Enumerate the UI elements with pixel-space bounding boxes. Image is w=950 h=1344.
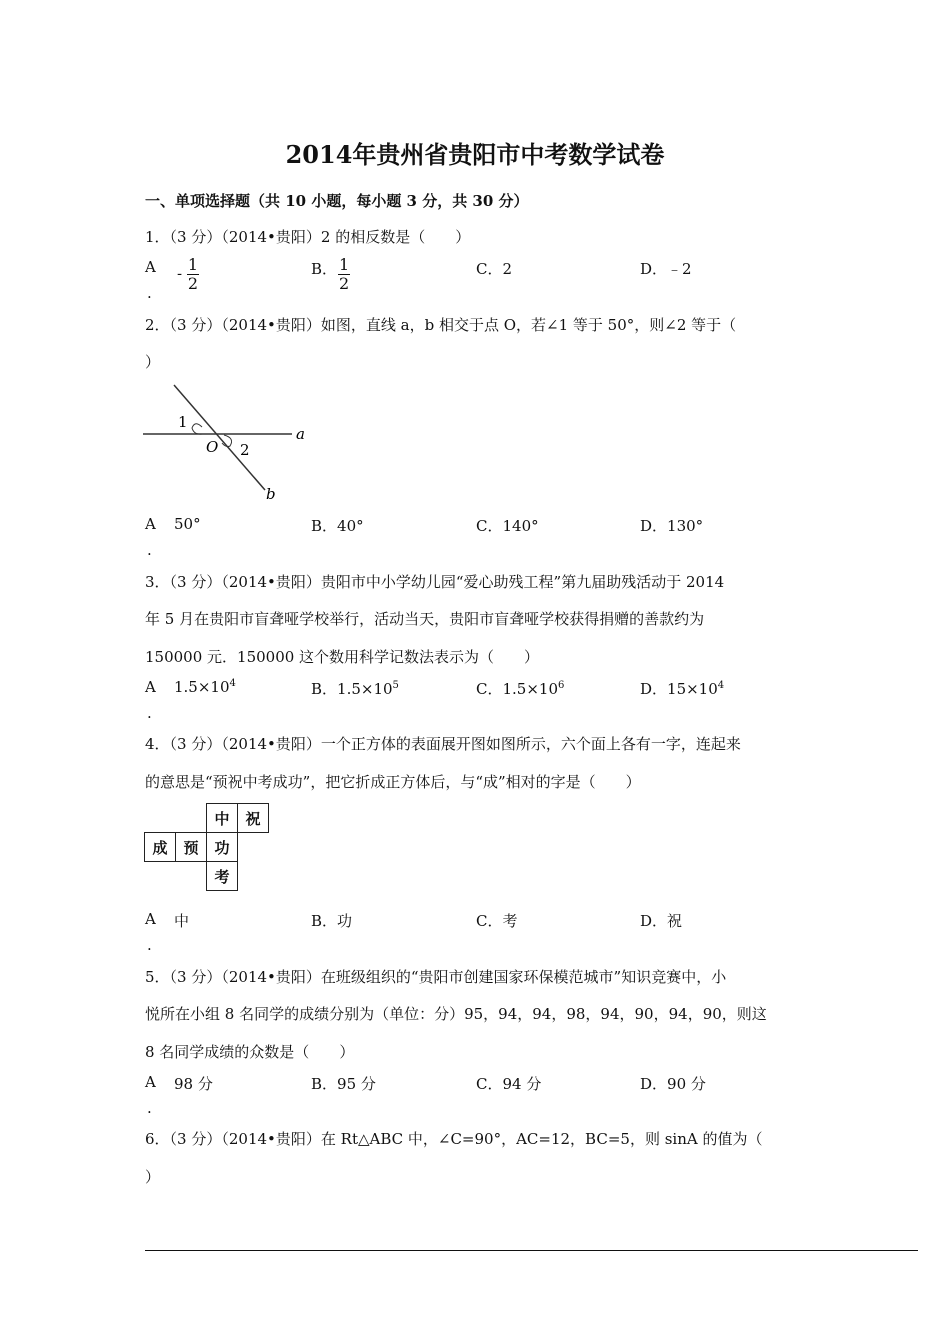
q3-d-label: D． [640,680,668,698]
q5-option-a-label: A [145,1073,156,1091]
angle-1-arc [192,424,202,434]
q2-option-b: B．40° [311,517,364,535]
question-3-line3: 150000 元．150000 这个数用科学记数法表示为（ ） [145,648,540,666]
q4-option-d: D．祝 [640,912,683,930]
question-6-line2: ） [145,1168,161,1186]
question-5-line3: 8 名同学成绩的众数是（ ） [145,1043,355,1061]
q1-option-a-label: A [145,258,156,276]
q3-c-exponent: 6 [558,680,565,691]
q1-b-numerator: 1 [339,255,350,274]
q3-c-base: 1.5×10 [502,680,558,698]
q3-option-a-dot: . [147,704,152,722]
q1-a-sign: - [177,264,183,283]
question-5-line2: 悦所在小组 8 名同学的成绩分别为（单位：分）95，94，94，98，94，90，94，90，则这 [145,1005,767,1023]
q1-a-fraction [187,256,199,293]
q2-option-a: 50° [174,515,201,533]
q3-option-c [476,678,564,699]
point-o-label: O [206,438,219,456]
cube-face-yu: 预 [176,833,207,862]
q3-b-label: B． [311,680,338,698]
q3-option-a-label: A [145,678,156,696]
question-2-stem-line1: 2．（3 分）（2014•贵阳）如图，直线 a，b 相交于点 O，若∠1 等于 50°，则∠2 等于（ [145,316,737,334]
q4-option-c: C．考 [476,912,518,930]
q2-option-a-label: A [145,515,156,533]
q3-a-exponent: 4 [229,678,236,689]
page-title: 2014年贵州省贵阳市中考数学试卷 [285,140,665,169]
question-4-line1: 4．（3 分）（2014•贵阳）一个正方体的表面展开图如图所示，六个面上各有一字，连起来 [145,735,741,753]
cube-face-zhu: 祝 [238,804,269,833]
q4-option-a: 中 [174,912,190,930]
q3-option-b [311,678,399,699]
q1-b-fraction [338,256,350,293]
cube-face-gong: 功 [207,833,238,862]
cube-face-kao: 考 [207,862,238,891]
q3-b-exponent: 5 [392,680,399,691]
q1-a-numerator: 1 [187,255,199,274]
cube-face-cheng: 成 [145,833,176,862]
line-b [174,385,265,490]
q5-option-a: 98 分 [174,1075,213,1093]
angle-1-label: 1 [178,413,188,431]
q5-option-a-dot: . [147,1099,152,1117]
q1-option-d: D．﹣2 [640,260,692,278]
q1-b-denominator: 2 [339,274,350,293]
q2-option-d: D．130° [640,517,704,535]
question-5-line1: 5．（3 分）（2014•贵阳）在班级组织的“贵阳市创建国家环保模范城市”知识竞赛中，小 [145,968,727,986]
q5-option-b: B．95 分 [311,1075,376,1093]
q1-a-denominator: 2 [187,274,199,293]
q2-option-a-dot: . [147,541,152,559]
q5-option-c: C．94 分 [476,1075,542,1093]
question-3-line2: 年 5 月在贵阳市盲聋哑学校举行，活动当天，贵阳市盲聋哑学校获得捐赠的善款约为 [145,610,705,628]
q2-option-c: C．140° [476,517,539,535]
cube-net-figure [144,803,269,891]
line-b-label: b [266,485,276,503]
q5-option-d: D．90 分 [640,1075,706,1093]
q1-option-b-label: B． [311,260,338,278]
q1-option-a [177,256,199,293]
cube-face-zhong: 中 [207,804,238,833]
q4-option-b: B．功 [311,912,353,930]
q3-a-base: 1.5×10 [174,678,230,696]
q3-option-d [640,678,724,699]
q3-b-base: 1.5×10 [337,680,393,698]
q1-option-c: C．2 [476,260,513,278]
question-3-line1: 3．（3 分）（2014•贵阳）贵阳市中小学幼儿园“爱心助残工程”第九届助残活动于 2014 [145,573,725,591]
line-a-label: a [296,425,305,443]
angle-2-label: 2 [240,441,250,459]
q4-option-a-dot: . [147,936,152,954]
footer-divider [145,1250,918,1251]
q3-d-base: 15×10 [667,680,718,698]
question-6-line1: 6．（3 分）（2014•贵阳）在 Rt△ABC 中，∠C=90°，AC=12，BC=5，则 sinA 的值为（ [145,1130,763,1148]
q3-option-a [174,678,236,696]
question-4-line2: 的意思是“预祝中考成功”，把它折成正方体后，与“成”相对的字是（ ） [145,773,641,791]
intersecting-lines-figure [140,380,320,505]
question-1-stem: 1．（3 分）（2014•贵阳）2 的相反数是（ ） [145,228,471,246]
q3-c-label: C． [476,680,503,698]
section-heading: 一、单项选择题（共 10 小题，每小题 3 分，共 30 分） [145,192,529,210]
q1-option-a-dot: . [147,284,152,302]
q4-option-a-label: A [145,910,156,928]
question-2-stem-line2: ） [145,353,161,371]
q1-option-b [338,256,350,293]
q3-d-exponent: 4 [717,680,725,691]
